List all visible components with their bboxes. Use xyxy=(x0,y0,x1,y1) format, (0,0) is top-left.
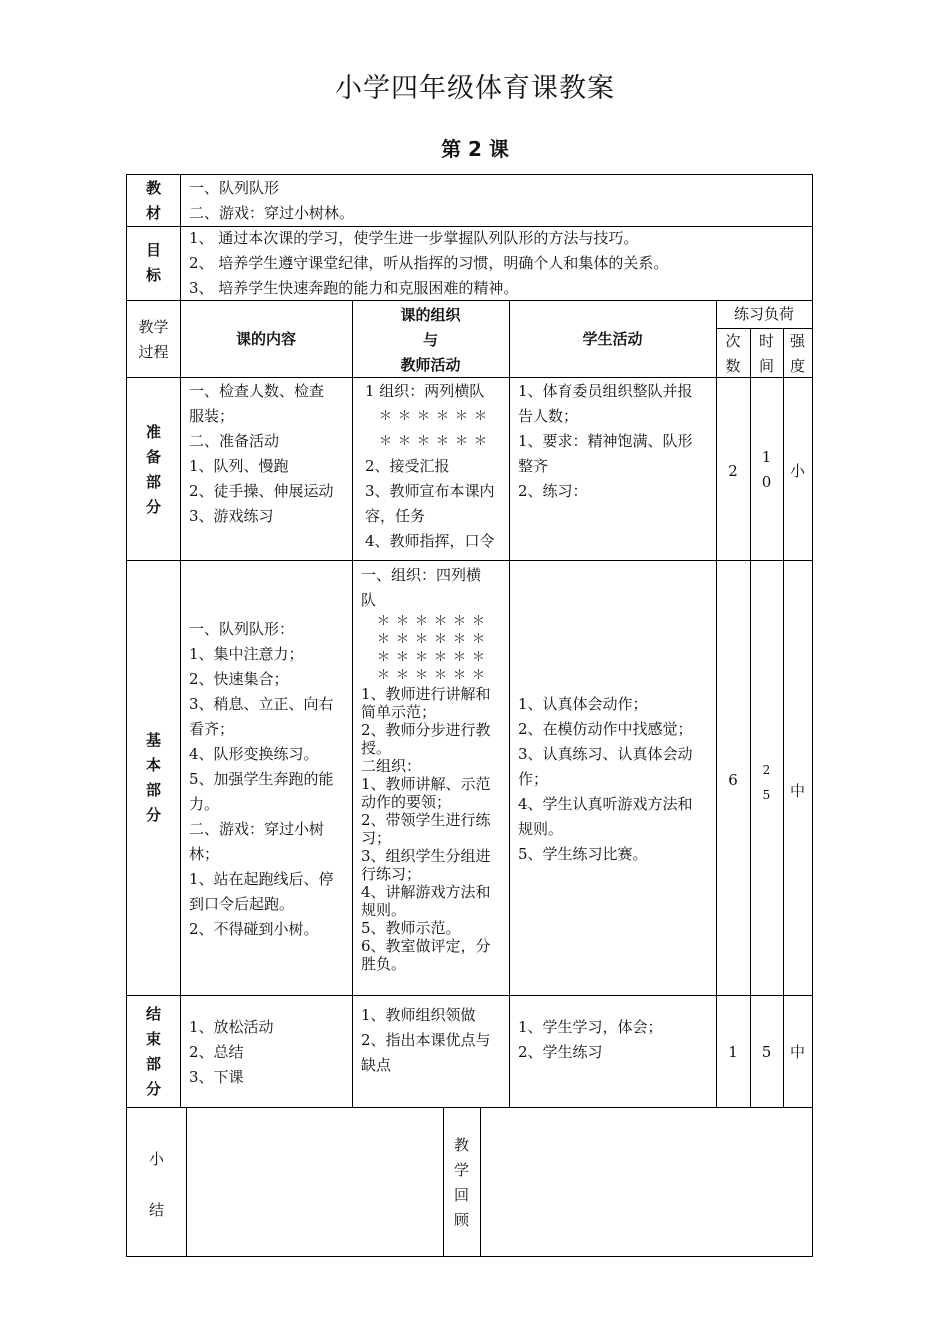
end-times: 1 xyxy=(728,1043,738,1061)
basic-label: 基 本 部 分 xyxy=(145,731,161,824)
teaching-review-label: 教 学 回 顾 xyxy=(453,1136,469,1229)
goals-label: 目 标 xyxy=(145,241,161,284)
basic-duration: 2 5 xyxy=(762,763,771,802)
lesson-plan-table xyxy=(126,174,813,1257)
header-content: 课的内容 xyxy=(235,330,296,348)
header-duration: 时 间 xyxy=(758,332,774,375)
prep-intensity: 小 xyxy=(789,462,805,480)
end-label: 结 束 部 分 xyxy=(145,1005,161,1098)
end-org: 1、教师组织领做 2、指出本课优点与 缺点 xyxy=(361,1006,491,1074)
lesson-number: 第 2 课 xyxy=(441,137,509,161)
prep-duration: 1 0 xyxy=(761,448,772,491)
material-items: 一、队列队形 二、游戏：穿过小树林。 xyxy=(189,179,355,222)
page-title: 小学四年级体育课教案 xyxy=(335,73,615,104)
end-duration: 5 xyxy=(761,1043,772,1061)
prep-org: 1 组织：两列横队 ＊＊＊＊＊＊ ＊＊＊＊＊＊ 2、接受汇报 3、教师宣布本课内 容，任务 4、教师指挥，口令 xyxy=(365,382,495,550)
header-load: 练习负荷 xyxy=(733,305,794,323)
basic-content: 一、队列队形： 1、集中注意力； 2、快速集合； 3、稍息、立正、向右 看齐； 4、队形变换练习。 5、加强学生奔跑的能 力。 二、游戏：穿过小树 林； 1、站在起跑线后、停 到口令后起跑。 2、不得碰到小树。 xyxy=(189,620,334,938)
end-intensity: 中 xyxy=(789,1043,805,1061)
basic-times: 6 xyxy=(728,771,738,789)
basic-org: 一、组织：四列横 队 ＊＊＊＊＊＊ ＊＊＊＊＊＊ ＊＊＊＊＊＊ ＊＊＊＊＊＊ 1、教师进行讲解和 简单示范； 2、教师分步进行教 授。 二组织： 1、教师讲解、示范 动作的要领； 2、带领学生进行练 习； 3、组织学生分组进 行练习； 4、讲解游戏方法和 规则。 5、教师示范。 6、教室做评定，分 胜负。 xyxy=(361,566,491,973)
prep-times: 2 xyxy=(728,462,738,480)
header-process: 教学 过程 xyxy=(138,318,169,361)
goals-items: 1、 通过本次课的学习，使学生进一步掌握队列队形的方法与技巧。 2、 培养学生遵守课堂纪律，听从指挥的习惯，明确个人和集体的关系。 3、 培养学生快速奔跑的能力和克服困难的精神。 xyxy=(189,229,669,297)
header-times: 次 数 xyxy=(725,332,741,375)
header-org: 课的组织 与 教师活动 xyxy=(400,306,461,374)
end-student: 1、学生学习，体会； 2、学生练习 xyxy=(518,1018,663,1061)
header-intensity: 强 度 xyxy=(789,332,805,375)
summary-label: 小 结 xyxy=(148,1150,164,1219)
prep-student: 1、体育委员组织整队并报 告人数； 1、要求：精神饱满、队形 整齐 2、练习： xyxy=(518,382,693,500)
material-label: 教 材 xyxy=(145,179,161,222)
basic-student: 1、认真体会动作； 2、在模仿动作中找感觉； 3、认真练习、认真体会动 作； 4、学生认真听游戏方法和 规则。 5、学生练习比赛。 xyxy=(518,695,693,863)
basic-intensity: 中 xyxy=(789,782,805,800)
prep-content: 一、检查人数、检查 服装； 二、准备活动 1、队列、慢跑 2、徒手操、伸展运动 3、游戏练习 xyxy=(189,382,334,525)
end-content: 1、放松活动 2、总结 3、下课 xyxy=(189,1018,274,1086)
prep-label: 准 备 部 分 xyxy=(145,423,161,516)
header-student: 学生活动 xyxy=(582,330,643,348)
